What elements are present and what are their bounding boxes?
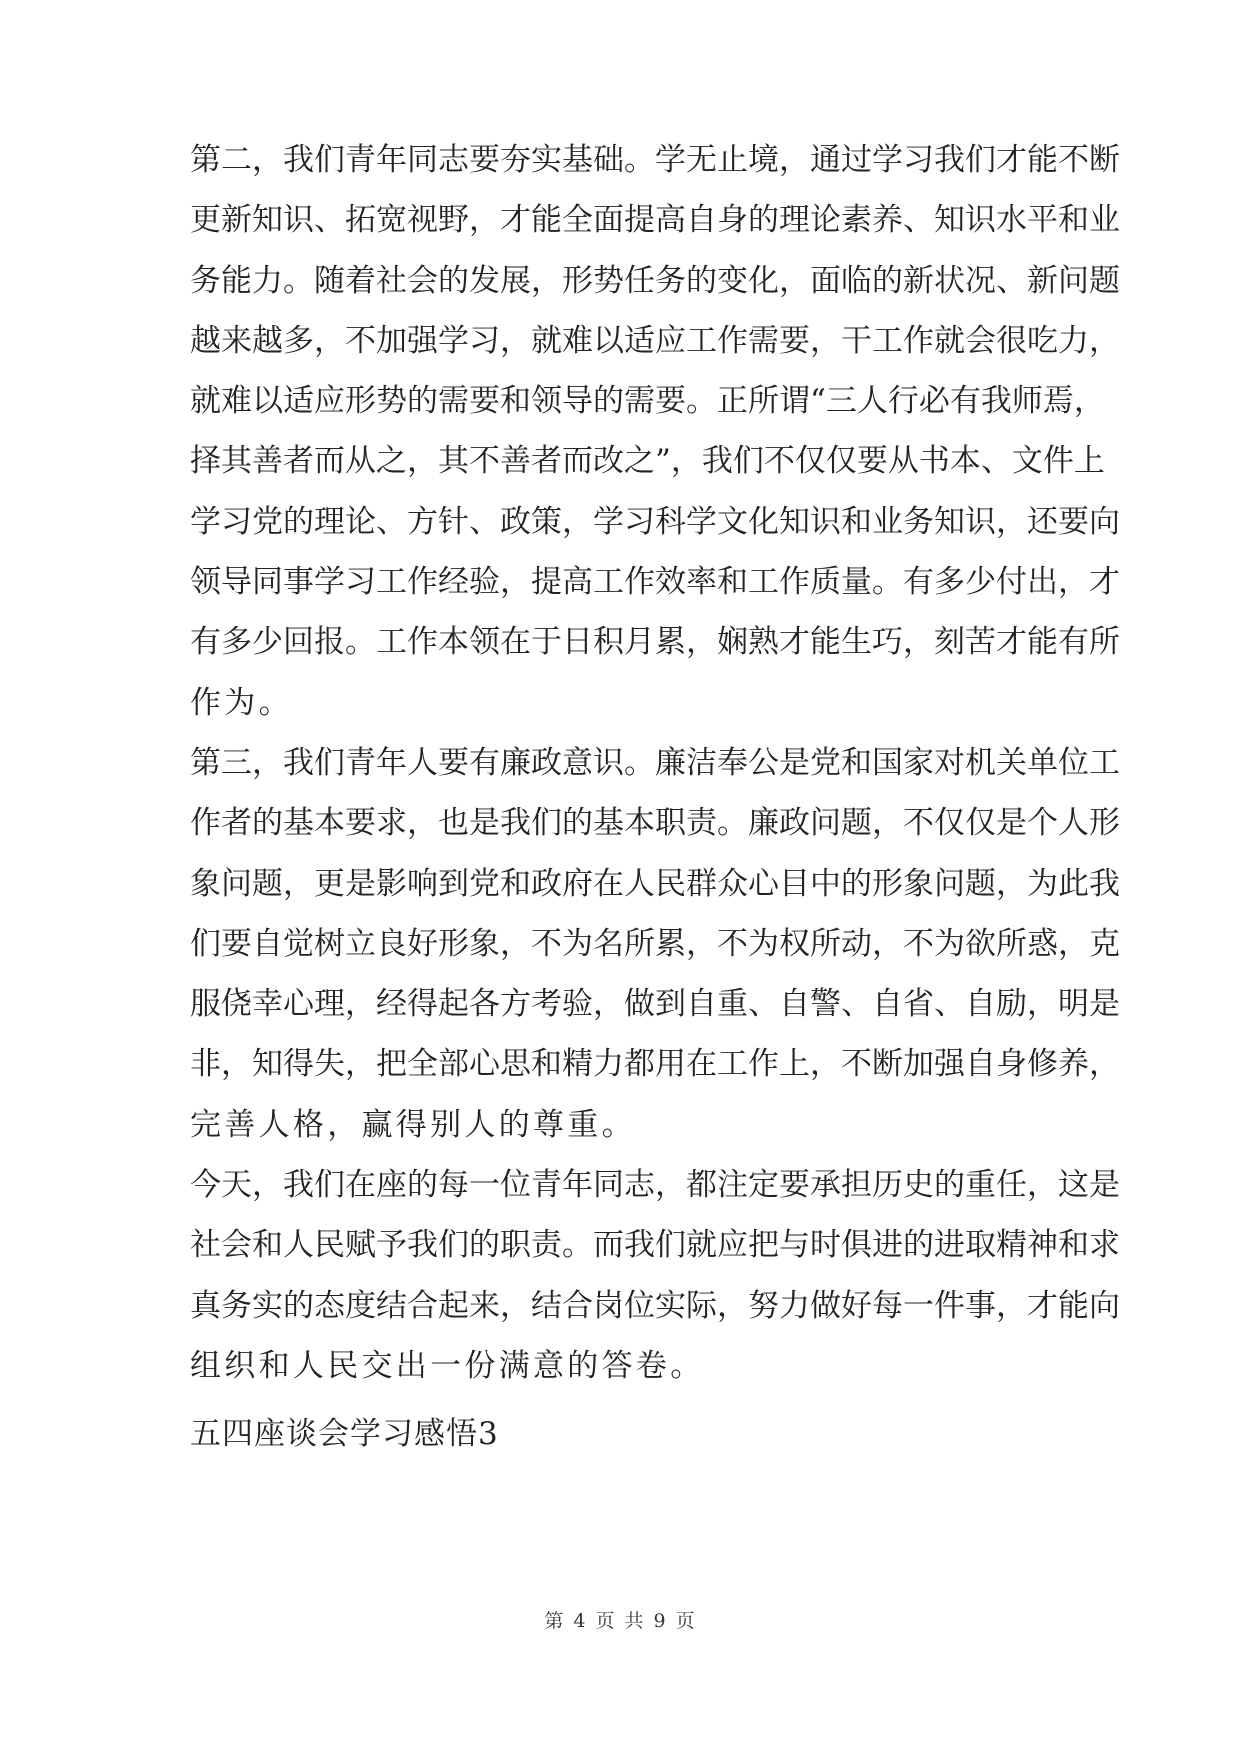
paragraph-conclusion xyxy=(190,1155,1120,1396)
text-line: 择其善者而从之，其不善者而改之”，我们不仅仅要从书本、文件上 xyxy=(190,443,1105,480)
text-line: 就难以适应形势的需要和领导的需要。正所谓“三人行必有我师焉， xyxy=(190,383,1105,420)
text-line: 第三，我们青年人要有廉政意识。廉洁奉公是党和国家对机关单位工 xyxy=(190,744,1120,781)
text-line: 非，知得失，把全部心思和精力都用在工作上，不断加强自身修养， xyxy=(190,1046,1120,1083)
paragraph-3 xyxy=(190,733,1120,1155)
text-line: 今天，我们在座的每一位青年同志，都注定要承担历史的重任，这是 xyxy=(190,1167,1120,1204)
text-line: 领导同事学习工作经验，提高工作效率和工作质量。有多少付出，才 xyxy=(190,564,1120,601)
text-line: 学习党的理论、方针、政策，学习科学文化知识和业务知识，还要向 xyxy=(190,503,1120,540)
text-line: 有多少回报。工作本领在于日积月累，娴熟才能生巧，刻苦才能有所 xyxy=(190,624,1120,661)
text-line: 作为。 xyxy=(190,684,293,721)
text-line: 们要自觉树立良好形象，不为名所累，不为权所动，不为欲所惑，克 xyxy=(190,925,1120,962)
text-line: 社会和人民赋予我们的职责。而我们就应把与时俱进的进取精神和求 xyxy=(190,1227,1120,1264)
page-number-footer: 第 4 页 共 9 页 xyxy=(544,1610,697,1632)
text-line: 第二，我们青年同志要夯实基础。学无止境，通过学习我们才能不断 xyxy=(190,142,1120,178)
text-line: 真务实的态度结合起来，结合岗位实际，努力做好每一件事，才能向 xyxy=(190,1287,1120,1324)
text-line: 组织和人民交出一份满意的答卷。 xyxy=(190,1347,705,1384)
text-line: 更新知识、拓宽视野，才能全面提高自身的理论素养、知识水平和业 xyxy=(190,202,1120,239)
text-line: 象问题，更是影响到党和政府在人民群众心目中的形象问题，为此我 xyxy=(190,865,1120,902)
document-body xyxy=(190,130,1120,1465)
text-line: 服侥幸心理，经得起各方考验，做到自重、自警、自省、自励，明是 xyxy=(190,986,1120,1023)
section-heading: 五四座谈会学习感悟3 xyxy=(190,1416,499,1453)
text-line: 完善人格，赢得别人的尊重。 xyxy=(190,1106,636,1143)
text-line: 越来越多，不加强学习，就难以适应工作需要，干工作就会很吃力， xyxy=(190,322,1120,359)
paragraph-2 xyxy=(190,130,1120,733)
text-line: 务能力。随着社会的发展，形势任务的变化，面临的新状况、新问题 xyxy=(190,262,1120,299)
text-line: 作者的基本要求，也是我们的基本职责。廉政问题，不仅仅是个人形 xyxy=(190,805,1120,842)
